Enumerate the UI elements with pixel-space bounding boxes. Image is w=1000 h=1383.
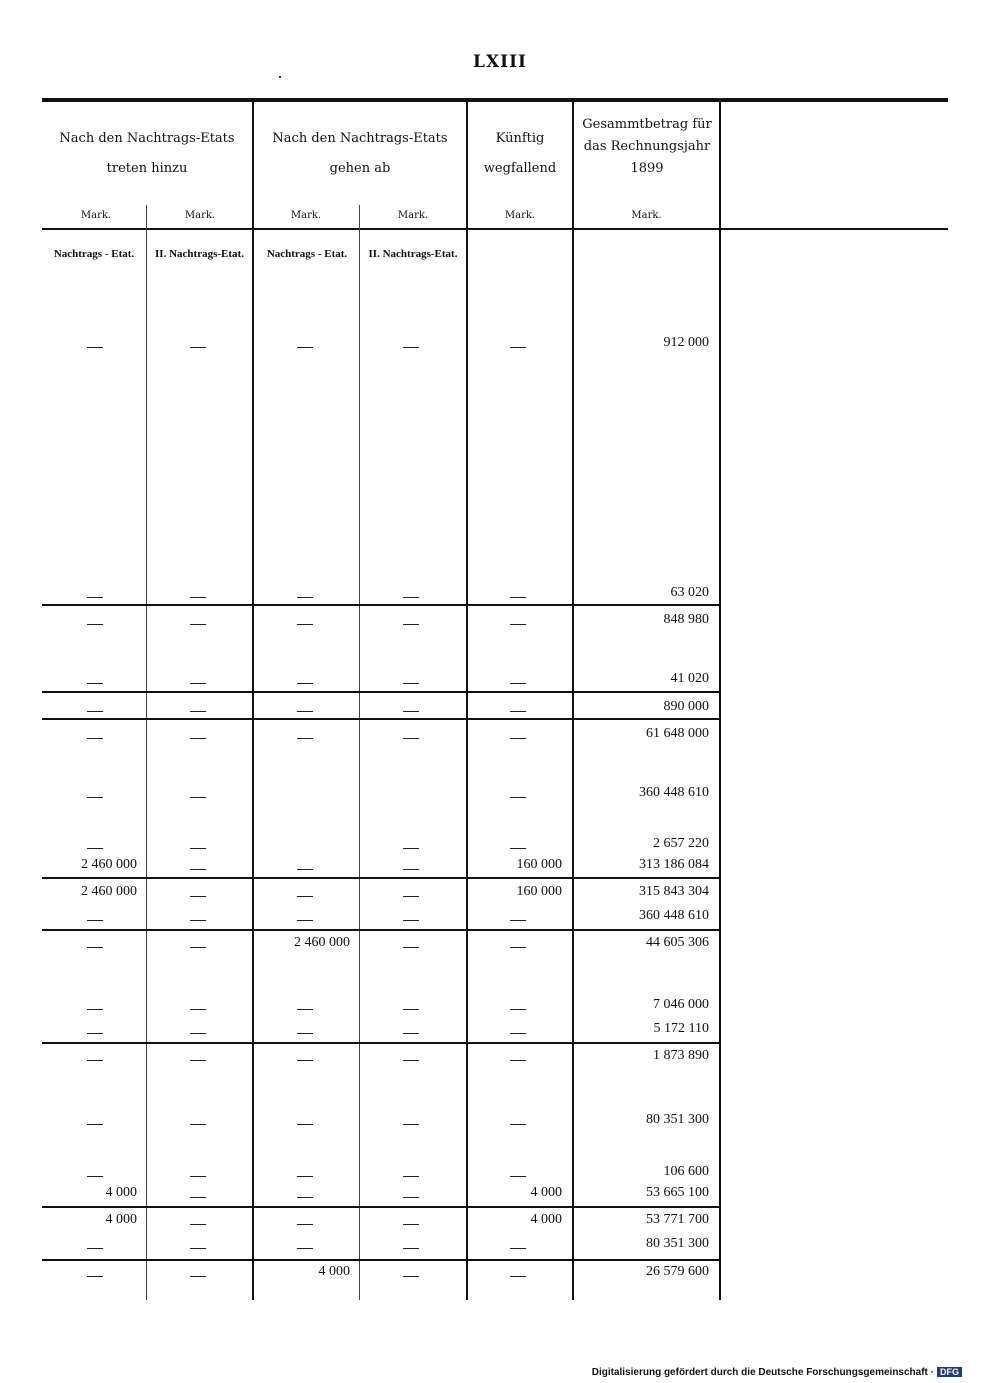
dfg-logo: DFG: [937, 1367, 962, 1377]
empty-cell-dash: [510, 848, 526, 849]
subheader-second-supplementary: II. Nachtrags-Etat.: [155, 248, 244, 260]
total-amount: 912 000: [663, 335, 709, 350]
empty-cell-dash: [190, 1176, 206, 1177]
subcolumn-divider: [359, 205, 360, 1300]
empty-cell-dash: [510, 711, 526, 712]
empty-cell-dash: [510, 1124, 526, 1125]
empty-cell-dash: [297, 1248, 313, 1249]
empty-cell-dash: [190, 683, 206, 684]
empty-cell-dash: [403, 920, 419, 921]
empty-cell-dash: [403, 624, 419, 625]
empty-cell-dash: [190, 869, 206, 870]
empty-cell-dash: [510, 683, 526, 684]
section-rule: [42, 877, 720, 879]
empty-cell-dash: [190, 797, 206, 798]
empty-cell-dash: [403, 347, 419, 348]
empty-cell-dash: [87, 597, 103, 598]
empty-cell-dash: [87, 797, 103, 798]
amount-cell: 160 000: [516, 884, 562, 899]
total-amount: 360 448 610: [639, 908, 709, 923]
total-amount: 61 648 000: [646, 726, 709, 741]
empty-cell-dash: [190, 1009, 206, 1010]
empty-cell-dash: [297, 1224, 313, 1225]
total-amount: 2 657 220: [653, 836, 709, 851]
total-amount: 106 600: [663, 1164, 709, 1179]
unit-label: Mark.: [80, 210, 112, 221]
empty-cell-dash: [510, 797, 526, 798]
empty-cell-dash: [190, 1197, 206, 1198]
empty-cell-dash: [403, 1224, 419, 1225]
unit-label: Mark.: [290, 210, 322, 221]
empty-cell-dash: [87, 683, 103, 684]
total-amount: 26 579 600: [646, 1264, 709, 1279]
total-amount: 360 448 610: [639, 785, 709, 800]
empty-cell-dash: [403, 848, 419, 849]
section-rule: [42, 691, 720, 693]
empty-cell-dash: [403, 869, 419, 870]
total-amount: 80 351 300: [646, 1112, 709, 1127]
amount-cell: 2 460 000: [81, 857, 137, 872]
empty-cell-dash: [190, 1276, 206, 1277]
empty-cell-dash: [297, 1060, 313, 1061]
total-amount: 890 000: [663, 699, 709, 714]
empty-cell-dash: [190, 347, 206, 348]
empty-cell-dash: [403, 1276, 419, 1277]
empty-cell-dash: [510, 1248, 526, 1249]
empty-cell-dash: [190, 597, 206, 598]
empty-cell-dash: [403, 597, 419, 598]
empty-cell-dash: [510, 1009, 526, 1010]
unit-label: Mark.: [631, 210, 662, 221]
total-amount: 53 665 100: [646, 1185, 709, 1200]
empty-cell-dash: [87, 920, 103, 921]
empty-cell-dash: [403, 1009, 419, 1010]
amount-cell: 4 000: [105, 1212, 137, 1227]
empty-cell-dash: [87, 1033, 103, 1034]
unit-label: Mark.: [184, 210, 216, 221]
empty-cell-dash: [510, 1033, 526, 1034]
amount-cell: 2 460 000: [294, 935, 350, 950]
empty-cell-dash: [190, 711, 206, 712]
empty-cell-dash: [297, 683, 313, 684]
column-divider: [252, 102, 254, 1300]
header-added: Nach den Nachtrags-Etats treten hinzu: [59, 131, 235, 176]
column-divider: [466, 102, 468, 1300]
subheader-supplementary: Nachtrags - Etat.: [53, 248, 135, 260]
total-amount: 80 351 300: [646, 1236, 709, 1251]
empty-cell-dash: [87, 1248, 103, 1249]
empty-cell-dash: [510, 738, 526, 739]
amount-cell: 4 000: [530, 1212, 562, 1227]
empty-cell-dash: [190, 947, 206, 948]
column-divider: [719, 102, 721, 1300]
empty-cell-dash: [403, 1060, 419, 1061]
empty-cell-dash: [403, 896, 419, 897]
total-amount: 63 020: [670, 585, 709, 600]
section-rule: [42, 1042, 720, 1044]
empty-cell-dash: [403, 947, 419, 948]
empty-cell-dash: [403, 1248, 419, 1249]
empty-cell-dash: [190, 896, 206, 897]
empty-cell-dash: [297, 624, 313, 625]
empty-cell-dash: [297, 347, 313, 348]
empty-cell-dash: [403, 1197, 419, 1198]
total-amount: 1 873 890: [653, 1048, 709, 1063]
empty-cell-dash: [403, 683, 419, 684]
subcolumn-divider: [146, 205, 147, 1300]
empty-cell-dash: [87, 711, 103, 712]
unit-label: Mark.: [504, 210, 536, 221]
empty-cell-dash: [87, 947, 103, 948]
empty-cell-dash: [87, 1124, 103, 1125]
empty-cell-dash: [403, 711, 419, 712]
subheader-supplementary: Nachtrags - Etat.: [266, 248, 348, 260]
empty-cell-dash: [510, 1060, 526, 1061]
amount-cell: 160 000: [516, 857, 562, 872]
footer-text: Digitalisierung gefördert durch die Deutsche Forschungsgemeinschaft ·: [591, 1367, 934, 1378]
empty-cell-dash: [403, 1033, 419, 1034]
empty-cell-dash: [87, 1009, 103, 1010]
empty-cell-dash: [87, 624, 103, 625]
ink-speck: [279, 76, 281, 78]
section-rule: [42, 929, 720, 931]
total-amount: 848 980: [663, 612, 709, 627]
section-rule: [42, 1259, 720, 1261]
empty-cell-dash: [510, 597, 526, 598]
empty-cell-dash: [510, 347, 526, 348]
empty-cell-dash: [297, 711, 313, 712]
empty-cell-dash: [190, 1060, 206, 1061]
amount-cell: 4 000: [530, 1185, 562, 1200]
empty-cell-dash: [297, 1176, 313, 1177]
empty-cell-dash: [403, 738, 419, 739]
empty-cell-dash: [297, 869, 313, 870]
empty-cell-dash: [403, 1176, 419, 1177]
empty-cell-dash: [297, 1009, 313, 1010]
empty-cell-dash: [510, 1276, 526, 1277]
table-top-rule: [42, 98, 948, 102]
total-amount: 5 172 110: [653, 1021, 709, 1036]
empty-cell-dash: [297, 1124, 313, 1125]
empty-cell-dash: [297, 920, 313, 921]
empty-cell-dash: [87, 1276, 103, 1277]
empty-cell-dash: [190, 920, 206, 921]
unit-label: Mark.: [397, 210, 429, 221]
header-bottom-rule: [42, 228, 948, 230]
digitization-credit: [592, 1367, 962, 1378]
section-rule: [42, 604, 720, 606]
empty-cell-dash: [87, 1060, 103, 1061]
empty-cell-dash: [190, 738, 206, 739]
subheader-second-supplementary: II. Nachtrags-Etat.: [368, 248, 458, 260]
empty-cell-dash: [510, 920, 526, 921]
amount-cell: 4 000: [105, 1185, 137, 1200]
total-amount: 53 771 700: [646, 1212, 709, 1227]
empty-cell-dash: [510, 624, 526, 625]
empty-cell-dash: [190, 1033, 206, 1034]
header-total: Gesammtbetrag für das Rechnungsjahr 1899: [582, 117, 712, 176]
empty-cell-dash: [87, 738, 103, 739]
section-rule: [42, 718, 720, 720]
total-amount: 315 843 304: [639, 884, 709, 899]
header-removed: Nach den Nachtrags-Etats gehen ab: [272, 131, 448, 176]
empty-cell-dash: [297, 1033, 313, 1034]
total-amount: 313 186 084: [639, 857, 709, 872]
empty-cell-dash: [87, 1176, 103, 1177]
total-amount: 44 605 306: [646, 935, 709, 950]
total-amount: 41 020: [670, 671, 709, 686]
amount-cell: 4 000: [318, 1264, 350, 1279]
empty-cell-dash: [190, 1248, 206, 1249]
empty-cell-dash: [87, 848, 103, 849]
empty-cell-dash: [403, 1124, 419, 1125]
amount-cell: 2 460 000: [81, 884, 137, 899]
header-future-removal: Künftig wegfallend: [483, 131, 557, 176]
empty-cell-dash: [190, 848, 206, 849]
section-rule: [42, 1206, 720, 1208]
empty-cell-dash: [190, 1224, 206, 1225]
empty-cell-dash: [190, 1124, 206, 1125]
total-amount: 7 046 000: [653, 997, 709, 1012]
empty-cell-dash: [87, 347, 103, 348]
empty-cell-dash: [510, 1176, 526, 1177]
empty-cell-dash: [297, 738, 313, 739]
empty-cell-dash: [297, 896, 313, 897]
empty-cell-dash: [190, 624, 206, 625]
empty-cell-dash: [510, 947, 526, 948]
page-number: LXIII: [473, 52, 527, 72]
empty-cell-dash: [297, 597, 313, 598]
empty-cell-dash: [297, 1197, 313, 1198]
